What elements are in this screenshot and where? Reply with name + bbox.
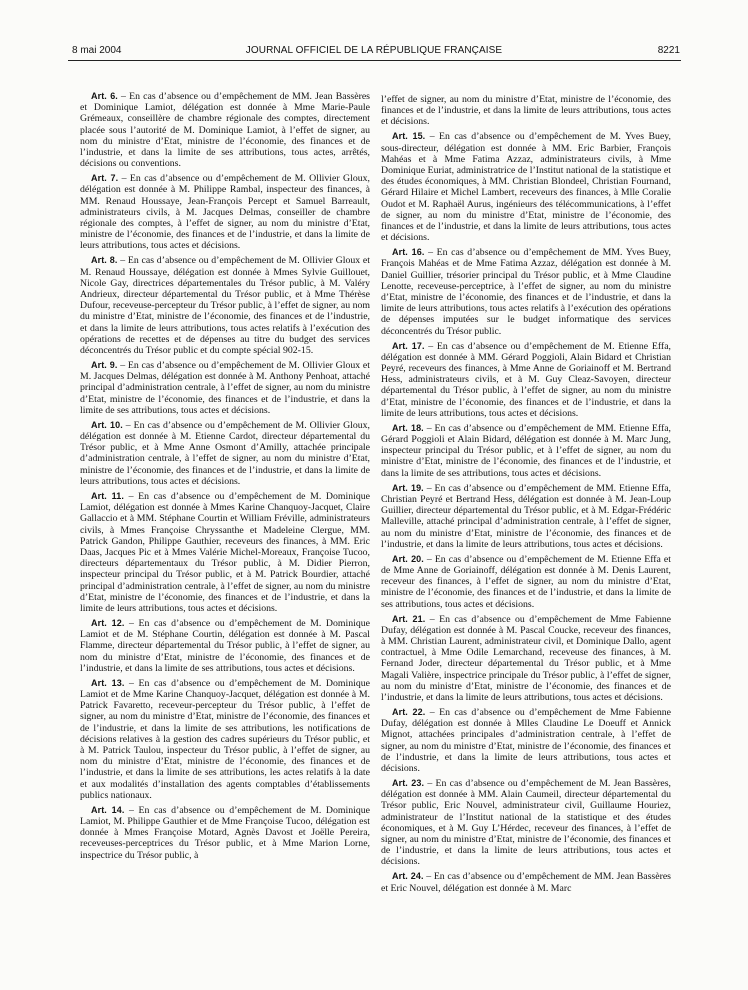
article-text: – En cas d’absence ou d’empêchement de M. Yves Buey, sous-directeur, délégation est donnée à MM. Eric Barbier, François Mahéas et à Mme Fatima Azzaz, administrateurs civils, à Mme Dominique Euriat, administratrice de l’Institut national de la statistique et des études économiques, à MM. Christian Blondeel, Christian Fournand, Gérard Hilaire et Michel Lambert, receveurs des finances, à Mlle Coralie Oudot et M. Raphaël Aurus, ingénieurs des télécommunications, à l’effet de signer, au nom du ministre d’Etat, ministre de l’économie, des finances et de l’industrie, et dans la limite de leurs attributions, tous actes et décisions.	[381, 131, 672, 244]
article-label: Art. 18.	[392, 422, 424, 433]
article-label: Art. 11.	[91, 490, 124, 501]
article-label: Art. 14.	[91, 804, 125, 815]
article-label: Art. 13.	[91, 677, 125, 688]
article-text: – En cas d’absence ou d’empêchement de M. Dominique Lamiot, délégation est donnée à Mmes Karine Chanquoy-Jacquet, Claire Gallaccio et à MM. Stéphane Courtin et William Fréville, administrateurs civils, à Mmes Françoise Chryssanthe et Madeleine Clergue, MM. Patrick Gandon, Philippe Gauthier, receveurs des finances, à MM. Eric Daas, Jacques Pic et à Mmes Valérie Michel-Moreaux, Françoise Tucoo, directeurs départementaux du Trésor public, à M. Didier Pierron, inspecteur principal du Trésor public, et à M. Patrick Bourdier, attaché principal d’administration centrale, à l’effet de signer, au nom du ministre d’Etat, ministre de l’économie, des finances et de l’industrie, et dans la limite de leurs attributions, tous actes et décisions.	[80, 490, 370, 614]
article-paragraph	[80, 678, 370, 801]
article-paragraph	[381, 341, 671, 419]
article-text: – En cas d’absence ou d’empêchement de M. Jean Bassères, délégation est donnée à MM. Alain Caumeil, directeur départemental du Trésor public, Eric Nouvel, administrateur civil, Guillaume Houriez, administrateur de l’Institut national de la statistique et des études économiques, et à M. Guy L’Hérdec, receveur des finances, à l’effet de signer, au nom du ministre d’Etat, ministre de l’économie, des finances et de l’industrie, et dans la limite de leurs attributions, tous actes et décisions.	[381, 777, 671, 868]
article-label: Art. 9.	[91, 360, 118, 371]
article-paragraph	[80, 491, 370, 614]
article-paragraph	[80, 805, 370, 861]
article-text: – En cas d’absence ou d’empêchement de M. Ollivier Gloux, délégation est donnée à M. Philippe Rambal, inspecteur des finances, à MM. Renaud Houssaye, Jean-François Percept et Samuel Barreault, administrateurs civils, à M. Jacques Delmas, conseiller de chambre régionale des comptes, à l’effet de signer, au nom du ministre d’Etat, ministre de l’économie, des finances et de l’industrie, et dans la limite de leurs attributions, tous actes et décisions.	[80, 173, 370, 252]
article-text: – En cas d’absence ou d’empêchement de Mme Fabienne Dufay, délégation est donnée à Mlles Claudine Le Doeuff et Annick Mignot, attachées principales d’administration centrale, à l’effet de signer, au nom du ministre d’Etat, ministre de l’économie, des finances et de l’industrie, et dans la limite de leurs attributions, tous actes et décisions.	[381, 706, 671, 774]
article-text: – En cas d’absence ou d’empêchement de MM. Jean Bassères et Eric Nouvel, délégation est donnée à M. Marc	[381, 871, 671, 894]
article-label: Art. 10.	[91, 419, 123, 430]
page-header	[0, 0, 748, 62]
article-label: Art. 12.	[91, 617, 125, 628]
article-label: Art. 20.	[392, 553, 424, 564]
article-paragraph	[381, 871, 671, 893]
article-paragraph	[381, 778, 671, 868]
article-text: – En cas d’absence ou d’empêchement de M. Etienne Effa et de Mme Anne de Goriainoff, délégation est donnée à M. Denis Laurent, receveur des finances, à l’effet de signer, au nom du ministre d’Etat, ministre de l’économie, des finances et de l’industrie, et dans la limite de ses attributions, tous actes et décisions.	[381, 553, 671, 610]
article-text: – En cas d’absence ou d’empêchement de M. Dominique Lamiot, M. Philippe Gauthier et de Mme Françoise Tucoo, délégation est donnée à Mmes Françoise Motard, Agnès Davost et Joëlle Pereira, receveuses-perceptrices du Trésor public, et à Mme Marion Lorne, inspectrice du Trésor public, à	[80, 804, 371, 861]
article-text: – En cas d’absence ou d’empêchement de M. Ollivier Gloux et M. Jacques Delmas, délégation est donnée à M. Anthony Penhoat, attaché principal d’administration centrale, à l’effet de signer, au nom du ministre d’Etat, ministre de l’économie, des finances et de l’industrie, et dans la limite de ses attributions, tous actes et décisions.	[80, 360, 370, 416]
article-paragraph	[381, 707, 671, 774]
article-label: Art. 16.	[392, 247, 425, 258]
article-label: Art. 24.	[392, 871, 424, 882]
article-label: Art. 21.	[392, 613, 426, 624]
article-text: – En cas d’absence ou d’empêchement de M. Dominique Lamiot et de Mme Karine Chanquoy-Jacquet, délégation est donnée à M. Patrick Favaretto, receveur-percepteur du Trésor public, à l’effet de signer, au nom du ministre d’Etat, ministre de l’économie, des finances et de l’industrie, et dans la limite de ses attributions, les notifications de décisions relatives à la gestion des cadres supérieurs du Trésor public, et à M. Patrick Taulou, inspecteur du Trésor public, à l’effet de signer, au nom du ministre d’Etat, ministre de l’économie, des finances et de l’industrie, et dans la limite de ses attributions, les actes relatifs à la date et aux modalités d’installation des agents comptables d’établissements publics nationaux.	[80, 677, 371, 801]
article-label: Art. 15.	[392, 131, 426, 142]
header-title: JOURNAL OFFICIEL DE LA RÉPUBLIQUE FRANÇAISE	[245, 45, 503, 56]
article-paragraph	[381, 247, 671, 337]
article-paragraph	[381, 483, 671, 550]
article-text: – En cas d’absence ou d’empêchement de M. Ollivier Gloux, délégation est donnée à M. Etienne Cardot, directeur départemental du Trésor public, et à Mme Anne Osmont d’Amilly, attachée principale d’administration centrale, à l’effet de signer, au nom du ministre d’Etat, ministre de l’économie, des finances et de l’industrie, et dans la limite de leurs attributions, tous actes et décisions.	[80, 419, 371, 487]
article-label: Art. 22.	[392, 706, 426, 717]
article-text: – En cas d’absence ou d’empêchement de Mme Fabienne Dufay, délégation est donnée à M. Pascal Coucke, receveur des finances, à MM. Christian Laurent, administrateur civil, et Dominique Dallo, agent contractuel, à Mme Odile Lemarchand, receveuse des finances, à M. Fernand Joder, directeur départemental du Trésor public, et à Mme Magali Valière, inspectrice principale du Trésor public, à l’effet de signer, au nom du ministre d’Etat, ministre de l’économie, des finances et de l’industrie, et dans la limite de leurs attributions, tous actes et décisions.	[381, 613, 671, 703]
left-column	[80, 91, 370, 865]
article-paragraph	[80, 91, 370, 169]
article-text: – En cas d’absence ou d’empêchement de MM. Yves Buey, François Mahéas et de Mme Fatima Azzaz, délégation est donnée à M. Daniel Guillier, trésorier principal du Trésor public, et à Mme Claudine Lenotte, receveuse-perceptrice, à l’effet de signer, au nom du ministre d’Etat, ministre de l’économie, des finances et de l’industrie, et dans la limite de leurs attributions, tous actes relatifs à l’exécution des opérations de dépenses imputées sur le budget informatique des services déconcentrés du Trésor public.	[381, 247, 671, 337]
article-paragraph	[80, 173, 370, 251]
article-paragraph	[381, 131, 671, 243]
article-text: – En cas d’absence ou d’empêchement de M. Dominique Lamiot et de M. Stéphane Courtin, délégation est donnée à M. Pascal Flamme, directeur départemental du Trésor public, à l’effet de signer, au nom du ministre d’Etat, ministre de l’économie, des finances et de l’industrie, et dans la limite de ses attributions, tous actes et décisions.	[80, 617, 371, 674]
article-label: Art. 7.	[91, 173, 119, 184]
article-text: – En cas d’absence ou d’empêchement de M. Ollivier Gloux et M. Renaud Houssaye, délégation est donnée à Mmes Sylvie Guillouet, Nicole Gay, directrices départementales du Trésor public, à M. Valéry Andrieux, directeur départemental du Trésor public, et à Mme Thérèse Dufour, receveuse-percepteur du Trésor public, à l’effet de signer, au nom du ministre d’Etat, ministre de l’économie, des finances et de l’industrie, et dans la limite de leurs attributions, tous actes relatifs à l’exécution des opérations de recettes et de dépenses au titre du budget des services déconcentrés du Trésor public et du compte spécial 902-15.	[80, 255, 370, 357]
article-text: – En cas d’absence ou d’empêchement de MM. Etienne Effa, Christian Peyré et Bertrand Hess, délégation est donnée à M. Jean-Loup Guillier, directeur départemental du Trésor public, et à M. Edgar-Frédéric Malleville, attaché principal d’administration centrale, à l’effet de signer, au nom du ministre d’Etat, ministre de l’économie, des finances et de l’industrie, et dans la limite de leurs attributions, tous actes et décisions.	[381, 482, 671, 550]
article-paragraph	[381, 614, 671, 704]
header-page-number: 8221	[657, 45, 680, 56]
article-paragraph	[80, 420, 370, 487]
article-paragraph	[80, 255, 370, 356]
article-label: Art. 19.	[392, 482, 424, 493]
article-label: Art. 17.	[392, 340, 425, 351]
header-date: 8 mai 2004	[72, 45, 122, 56]
article-text: – En cas d’absence ou d’empêchement de M. Etienne Effa, délégation est donnée à MM. Gérard Poggioli, Alain Bidard et Christian Peyré, receveurs des finances, à Mme Anne de Goriainoff et M. Bertrand Hess, administrateurs civils, et à M. Guy Cleaz-Savoyen, directeur départemental du Trésor public, à l’effet de signer, au nom du ministre d’Etat, ministre de l’économie, des finances et de l’industrie, et dans la limite de leurs attributions, tous actes et décisions.	[381, 340, 671, 419]
right-column	[381, 94, 671, 898]
article-paragraph	[80, 618, 370, 674]
article-paragraph	[80, 360, 370, 416]
article-label: Art. 6.	[91, 91, 118, 101]
article-text: – En cas d’absence ou d’empêchement de MM. Etienne Effa, Gérard Poggioli et Alain Bidard, délégation est donnée à M. Marc Jung, inspecteur principal du Trésor public, et à l’effet de signer, au nom du ministre d’Etat, ministre de l’économie, des finances et de l’industrie, et dans la limite de ses attributions, tous actes et décisions.	[381, 422, 671, 479]
article-label: Art. 23.	[392, 777, 425, 788]
header-rule	[68, 60, 681, 61]
article-label: Art. 8.	[91, 255, 118, 266]
article-text: – En cas d’absence ou d’empêchement de MM. Jean Bassères et Dominique Lamiot, délégation est donnée à Mme Marie-Paule Grémeaux, conseillère de chambre régionale des comptes, directement placée sous l’autorité de M. Dominique Lamiot, à l’effet de signer, au nom du ministre d’Etat, ministre de l’économie, des finances et de l’industrie, et dans la limite de ses attributions, tous actes, arrêtés, décisions ou conventions.	[80, 91, 370, 170]
article-paragraph	[381, 423, 671, 479]
article-paragraph	[381, 554, 671, 610]
continuation-paragraph: l’effet de signer, au nom du ministre d’Etat, ministre de l’économie, des finances et de l’industrie, et dans la limite de leurs attributions, tous actes et décisions.	[381, 94, 671, 128]
